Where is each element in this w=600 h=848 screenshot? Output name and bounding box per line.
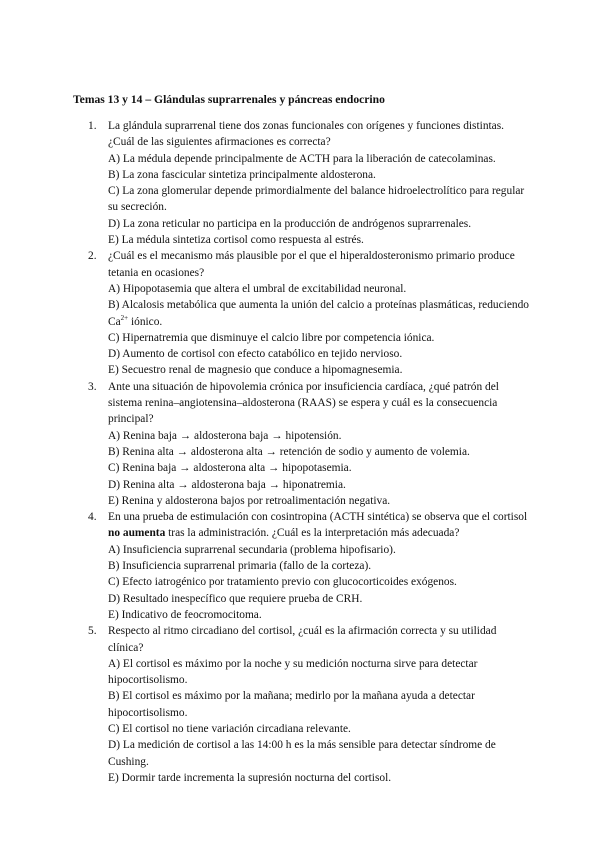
option-a: A) Renina baja → aldosterona baja → hipotensión. [108, 429, 342, 442]
question-4 [73, 509, 533, 623]
question-stem: Ante una situación de hipovolemia crónica por insuficiencia cardíaca, ¿qué patrón del sistema renina–angiotensina–aldosterona (RAAS) se espera y cuál es la consecuencia principal? [108, 380, 499, 426]
page-title: Temas 13 y 14 – Glándulas suprarrenales y páncreas endocrino [73, 93, 385, 106]
question-5 [73, 623, 533, 786]
question-stem: Respecto al ritmo circadiano del cortisol, ¿cuál es la afirmación correcta y su utilidad clínica? [108, 625, 497, 654]
option-c: C) Efecto iatrogénico por tratamiento previo con glucocorticoides exógenos. [108, 576, 457, 589]
option-c: C) Renina baja → aldosterona alta → hipopotasemia. [108, 462, 352, 475]
question-stem: La glándula suprarrenal tiene dos zonas funcionales con orígenes y funciones distintas. ¿Cuál de las siguientes afirmaciones es correcta? [108, 120, 505, 149]
option-a: A) Insuficiencia suprarrenal secundaria (problema hipofisario). [108, 543, 396, 556]
question-3 [73, 379, 533, 509]
option-a: A) La médula depende principalmente de ACTH para la liberación de catecolaminas. [108, 152, 496, 165]
option-b-text: B) Alcalosis metabólica que aumenta la unión del calcio a proteínas plasmáticas, reduciendo Ca [108, 299, 529, 328]
stem-part-before: En una prueba de estimulación con cosintropina (ACTH sintética) se observa que el cortisol [108, 511, 528, 524]
option-d: D) Renina alta → aldosterona baja → hiponatremia. [108, 478, 346, 491]
calcium-charge-superscript: 2+ [120, 313, 129, 322]
option-a: A) Hipopotasemia que altera el umbral de excitabilidad neuronal. [108, 282, 407, 295]
option-b [108, 297, 533, 330]
option-d: D) Aumento de cortisol con efecto catabólico en tejido nervioso. [108, 348, 403, 361]
option-b: B) Insuficiencia suprarrenal primaria (fallo de la corteza). [108, 560, 372, 573]
option-e: E) Dormir tarde incrementa la supresión nocturna del cortisol. [108, 771, 392, 784]
question-2 [73, 248, 533, 378]
option-e: E) Indicativo de feocromocitoma. [108, 608, 262, 621]
option-b-tail: iónico. [128, 315, 163, 328]
option-d: D) La medición de cortisol a las 14:00 h es la más sensible para detectar síndrome de Cushing. [108, 739, 496, 768]
question-number: 4. [88, 511, 97, 524]
option-d: D) Resultado inespecífico que requiere prueba de CRH. [108, 592, 363, 605]
question-list [73, 118, 533, 786]
option-c: C) La zona glomerular depende primordialmente del balance hidroelectrolítico para regular su secreción. [108, 185, 525, 214]
option-d: D) La zona reticular no participa en la producción de andrógenos suprarrenales. [108, 217, 472, 230]
question-number: 3. [88, 380, 97, 393]
option-b: B) Renina alta → aldosterona alta → retención de sodio y aumento de volemia. [108, 445, 470, 458]
option-a: A) El cortisol es máximo por la noche y su medición nocturna sirve para detectar hipocortisolismo. [108, 657, 478, 687]
stem-part-after: tras la administración. ¿Cuál es la interpretación más adecuada? [165, 527, 460, 540]
option-e: E) Renina y aldosterona bajos por retroalimentación negativa. [108, 494, 391, 507]
option-e: E) La médula sintetiza cortisol como respuesta al estrés. [108, 234, 364, 247]
question-number: 2. [88, 250, 97, 263]
question-stem: ¿Cuál es el mecanismo más plausible por el que el hiperaldosteronismo primario produce tetania en ocasiones? [108, 250, 515, 279]
stem-emphasis: no aumenta [108, 527, 166, 540]
question-stem [108, 509, 533, 542]
option-b: B) El cortisol es máximo por la mañana; medirlo por la mañana ayuda a detectar hipocortisolismo. [108, 690, 475, 719]
question-1 [73, 118, 533, 248]
option-c: C) Hipernatremia que disminuye el calcio libre por competencia iónica. [108, 331, 435, 344]
option-b: B) La zona fascicular sintetiza principalmente aldosterona. [108, 168, 376, 181]
question-number: 1. [88, 120, 97, 132]
option-c: C) El cortisol no tiene variación circadiana relevante. [108, 722, 351, 735]
option-e: E) Secuestro renal de magnesio que conduce a hipomagnesemia. [108, 364, 403, 377]
question-number: 5. [88, 625, 97, 638]
